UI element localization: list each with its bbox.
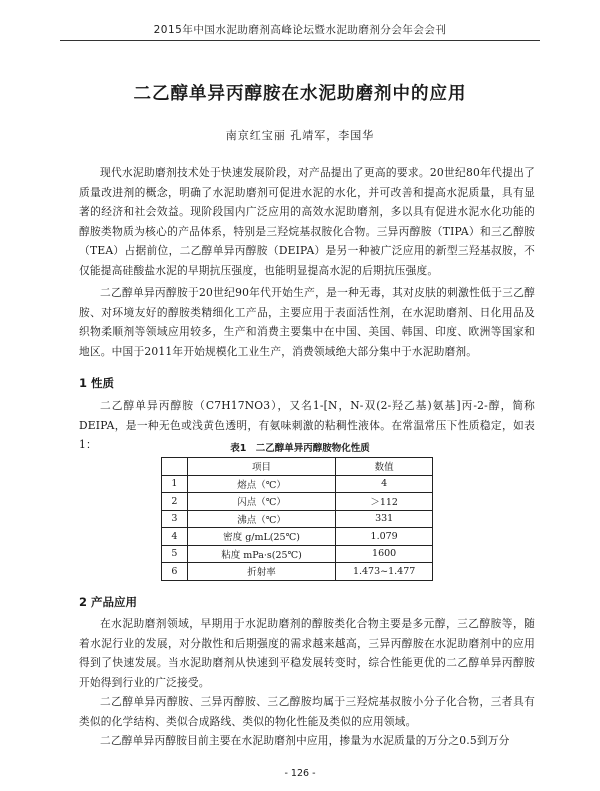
- row-value: 4: [336, 475, 433, 493]
- row-item: 熔点（℃）: [187, 475, 335, 493]
- page-number: - 126 -: [284, 768, 316, 779]
- row-value: ＞112: [336, 493, 433, 511]
- section-1-heading: 1 性质: [79, 376, 115, 390]
- section-2-paragraph-3: 二乙醇单异丙醇胺目前主要在水泥助磨剂中应用，掺量为水泥质量的万分之0.5到万分: [100, 734, 510, 747]
- table-header-cell: 数值: [336, 458, 433, 476]
- row-item: 沸点（℃）: [187, 510, 335, 528]
- row-index: 5: [162, 545, 188, 563]
- row-item: 密度 g/mL(25℃): [187, 528, 335, 546]
- table-row: [162, 528, 433, 546]
- running-header: 2015年中国水泥助磨剂高峰论坛暨水泥助磨剂分会年会会刊: [153, 24, 447, 36]
- article-authors: 南京红宝丽 孔靖军，李国华: [225, 129, 375, 142]
- properties-table: [161, 457, 433, 581]
- section-1-paragraph: 二乙醇单异丙醇胺（C7H17NO3），又名1-[N，N-双(2-羟乙基)氨基]丙-2-醇，简称DEIPA，是一种无色或浅黄色透明，有氨味刺激的粘稠性液体。在常温常压下性质稳定，如表1：: [79, 399, 535, 452]
- article-title: 二乙醇单异丙醇胺在水泥助磨剂中的应用: [133, 84, 467, 104]
- table-header-cell: [162, 458, 188, 476]
- table-row: [162, 493, 433, 511]
- table-row: [162, 545, 433, 563]
- section-2-paragraph-2: 二乙醇单异丙醇胺、三异丙醇胺、三乙醇胺均属于三羟烷基叔胺小分子化合物，三者具有类似的化学结构、类似合成路线、类似的物化性能及类似的应用领域。: [79, 695, 535, 728]
- table-header-cell: 项目: [187, 458, 335, 476]
- row-index: 6: [162, 563, 188, 581]
- row-item: 折射率: [187, 563, 335, 581]
- row-index: 2: [162, 493, 188, 511]
- row-value: 1.473~1.477: [336, 563, 433, 581]
- row-index: 3: [162, 510, 188, 528]
- table-header-row: [162, 458, 433, 476]
- section-2-paragraph-1: 在水泥助磨剂领域，早期用于水泥助磨剂的醇胺类化合物主要是多元醇，三乙醇胺等，随着水泥行业的发展，对分散性和后期强度的需求越来越高，三异丙醇胺在水泥助磨剂中的应用得到了快速发展。当水泥助磨剂从快速到平稳发展转变时，综合性能更优的二乙醇单异丙醇胺开始得到行业的广泛接受。: [79, 617, 535, 689]
- row-index: 1: [162, 475, 188, 493]
- row-value: 1600: [336, 545, 433, 563]
- table-row: [162, 510, 433, 528]
- table-row: [162, 475, 433, 493]
- intro-paragraph-2: 二乙醇单异丙醇胺于20世纪90年代开始生产，是一种无毒，其对皮肤的刺激性低于三乙醇胺、对环境友好的醇胺类精细化工产品，主要应用于表面活性剂，在水泥助磨剂、日化用品及织物柔顺剂等领域应用较多，生产和消费主要集中在中国、美国、韩国、印度、欧洲等国家和地区。中国于2011年开始规模化工业生产，消费领域绝大部分集中于水泥助磨剂。: [79, 286, 535, 358]
- section-2-heading: 2 产品应用: [79, 595, 138, 609]
- row-item: 闪点（℃）: [187, 493, 335, 511]
- row-index: 4: [162, 528, 188, 546]
- row-value: 331: [336, 510, 433, 528]
- row-value: 1.079: [336, 528, 433, 546]
- table-1-caption: 表1 二乙醇单异丙醇胺物化性质: [230, 443, 370, 454]
- row-item: 粘度 mPa·s(25℃): [187, 545, 335, 563]
- intro-paragraph-1: 现代水泥助磨剂技术处于快速发展阶段，对产品提出了更高的要求。20世纪80年代提出了质量改进剂的概念，明确了水泥助磨剂可促进水泥的水化，并可改善和提高水泥质量，具有显著的经济和社会效益。现阶段国内广泛应用的高效水泥助磨剂，多以具有促进水泥水化功能的醇胺类物质为核心的产品体系，特别是三羟烷基叔胺化合物。三异丙醇胺（TIPA）和三乙醇胺（TEA）占据前位，二乙醇单异丙醇胺（DEIPA）是另一种被广泛应用的新型三羟基叔胺，不仅能提高硅酸盐水泥的早期抗压强度，也能明显提高水泥的后期抗压强度。: [79, 166, 535, 277]
- header-divider: [60, 40, 540, 41]
- table-row: [162, 563, 433, 581]
